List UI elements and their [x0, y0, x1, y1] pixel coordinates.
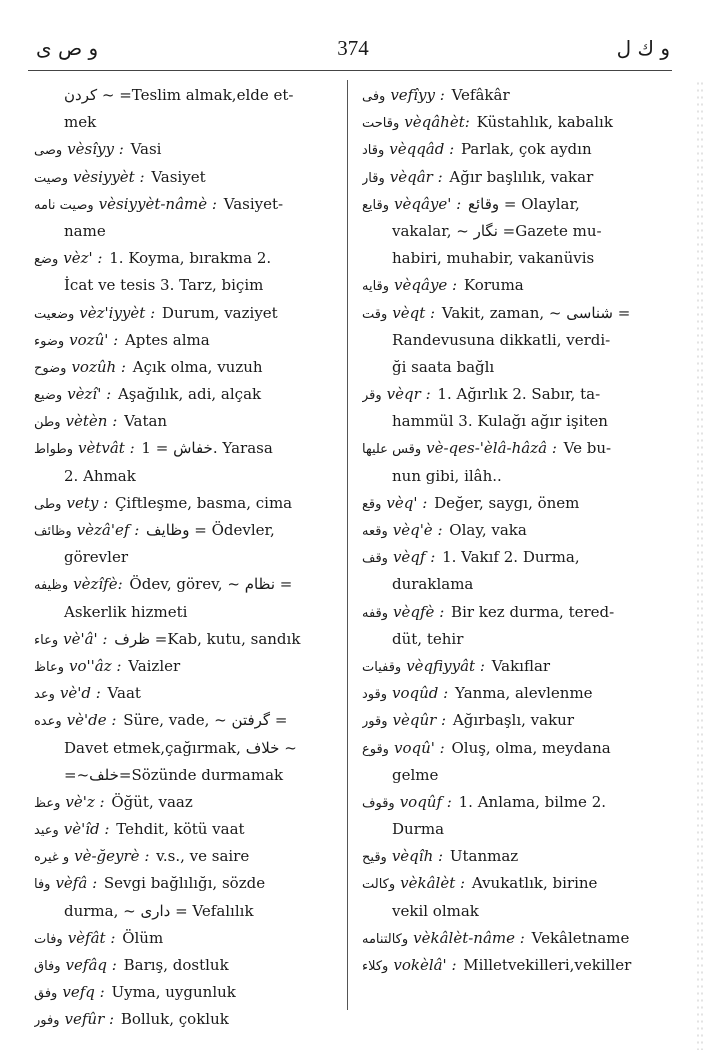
arabic-headword: وظيفه: [34, 578, 69, 594]
dictionary-entry: [34, 327, 341, 354]
arabic-headword: وعاء: [34, 632, 59, 648]
arabic-headword: وقور: [362, 714, 388, 730]
dictionary-entry: [34, 408, 341, 435]
dictionary-entry: [362, 82, 669, 109]
dictionary-entry: [34, 164, 341, 191]
definition-continuation: hammül 3. Kulağı ağır işiten: [392, 412, 608, 431]
definition: Barış, dostluk: [123, 956, 229, 974]
definition-continuation: ği saata bağlı: [392, 357, 495, 376]
dictionary-entry: [362, 517, 669, 544]
arabic-headword: وعده: [34, 714, 62, 730]
definition: v.s., ve saire: [156, 847, 250, 866]
transliteration: vèqt :: [392, 303, 436, 322]
transliteration: vèqâr :: [389, 167, 443, 186]
dictionary-entry: [34, 979, 341, 1006]
definition: ظرف =Kab, kutu, sandık: [114, 629, 301, 648]
transliteration: vèz'iyyèt :: [79, 303, 156, 322]
definition: Parlak, çok aydın: [460, 140, 592, 159]
definition: خفاش = 1. Yarasa: [141, 439, 273, 458]
arabic-headword: وقفه: [362, 605, 389, 621]
transliteration: vèkâlèt-nâme :: [413, 928, 525, 947]
definition: Ödev, görev, ~ نظام =: [129, 575, 293, 594]
left-column: [34, 82, 341, 1034]
arabic-headword: وعد: [34, 687, 55, 703]
transliteration: vokèlâ' :: [393, 956, 457, 974]
transliteration: vèqâye :: [394, 276, 458, 295]
definition: Milletvekilleri,vekiller: [463, 956, 632, 974]
definition: Tehdit, kötü vaat: [116, 820, 245, 839]
arabic-headword: وطن: [34, 415, 61, 431]
transliteration: vè'z :: [65, 792, 105, 811]
transliteration: vefq :: [62, 983, 105, 1002]
definition: Süre, vade, ~ گرفتن =: [123, 711, 288, 730]
dictionary-entry: [34, 816, 341, 843]
arabic-headword: وقوف: [362, 795, 395, 811]
dictionary-entry: [362, 680, 669, 707]
arabic-headword: وفى: [362, 89, 386, 104]
dictionary-entry: [362, 599, 669, 626]
definition: Değer, saygı, önem: [434, 493, 580, 512]
transliteration: vèqâhèt:: [404, 113, 470, 132]
dictionary-entry: [362, 735, 669, 762]
arabic-headword: وقوع: [362, 741, 389, 757]
arabic-headword: وضعيت: [34, 306, 75, 322]
arabic-headword: وعيد: [34, 823, 59, 839]
arabic-headword: وقت: [362, 306, 388, 322]
dictionary-entry: [34, 517, 341, 544]
right-column: [362, 82, 669, 979]
dictionary-entry: [362, 136, 669, 163]
transliteration: vèzî' :: [67, 385, 112, 404]
header-rule: [28, 70, 672, 71]
transliteration: voqûd :: [392, 684, 449, 703]
definition: Vaizler: [128, 656, 181, 675]
arabic-headword: وفات: [34, 931, 63, 947]
arabic-headword: وطواط: [34, 442, 73, 458]
arabic-headword: وكلاء: [362, 959, 389, 974]
dictionary-entry: [34, 490, 341, 517]
definition: Vasiyet-: [223, 194, 284, 213]
transliteration: vèkâlèt :: [400, 874, 466, 893]
dictionary-entry: [34, 571, 341, 598]
arabic-headword: وقاد: [362, 143, 385, 159]
definition: وظايف = Ödevler,: [146, 521, 275, 539]
arabic-headword: وظائف: [34, 524, 72, 539]
transliteration: vèqf :: [392, 548, 436, 567]
dictionary-entry: [34, 626, 341, 653]
transliteration: vèqr :: [386, 385, 431, 404]
dictionary-entry: [362, 272, 669, 299]
transliteration: vè-qes-'èlâ-hâzâ :: [426, 439, 557, 458]
arabic-headword: وضيع: [34, 388, 63, 404]
arabic-headword: وكالتنامه: [362, 931, 409, 947]
arabic-headword: وضوح: [34, 360, 67, 376]
definition: 1. Vakıf 2. Durma,: [442, 548, 580, 567]
definition: 1. Anlama, bilme 2.: [458, 792, 607, 811]
transliteration: vè'd :: [59, 684, 101, 703]
definition: Ve bu-: [563, 439, 612, 458]
transliteration: vozûh :: [71, 357, 126, 376]
transliteration: vè'îd :: [63, 820, 110, 839]
column-divider: [347, 80, 348, 1010]
definition: Aptes alma: [124, 330, 210, 349]
dictionary-entry: [34, 870, 341, 897]
definition-continuation: duraklama: [392, 575, 474, 594]
arabic-headword: وقود: [362, 687, 387, 703]
arabic-headword: وقايه: [362, 279, 390, 295]
definition-continuation: gelme: [392, 765, 439, 784]
definition-continuation: İcat ve tesis 3. Tarz, biçim: [64, 276, 264, 295]
arabic-headword: وطى: [34, 496, 62, 512]
definition: Utanmaz: [449, 847, 519, 866]
page-number: 374: [337, 36, 369, 60]
definition: Ağır başlılık, vakar: [449, 167, 594, 186]
definition-continuation: vekil olmak: [392, 901, 479, 920]
dictionary-entry: [362, 164, 669, 191]
transliteration: vefâq :: [65, 956, 117, 974]
definition: Uyma, uygunluk: [111, 983, 236, 1002]
definition: Avukatlık, birine: [471, 874, 598, 893]
definition-continuation: Durma: [392, 820, 445, 839]
definition-continuation: Davet etmek,çağırmak, خلاف ~: [64, 738, 297, 757]
definition: Açık olma, vuzuh: [132, 357, 263, 376]
dictionary-entry: [362, 707, 669, 734]
transliteration: vèqqâd :: [389, 140, 455, 159]
definition: Yanma, alevlenme: [454, 684, 593, 703]
transliteration: vètvât :: [77, 439, 135, 458]
transliteration: vefûr :: [64, 1010, 115, 1029]
arabic-headword: وصيت نامه: [34, 197, 94, 213]
arabic-headword: وفور: [34, 1013, 60, 1029]
arabic-headword: وقايع: [362, 197, 389, 213]
dictionary-entry: [34, 435, 341, 462]
transliteration: voqûf :: [399, 792, 452, 811]
definition: Vatan: [124, 412, 168, 431]
transliteration: vèqûr :: [392, 711, 447, 730]
definition: Küstahlık, kabalık: [476, 113, 613, 132]
header-right-letters: و ك ل: [616, 36, 670, 60]
transliteration: vèqâye' :: [394, 194, 462, 213]
dictionary-entry: [362, 435, 669, 462]
arabic-headword: وقر: [362, 388, 382, 404]
transliteration: vety :: [66, 493, 109, 512]
definition: Vaat: [107, 684, 141, 703]
transliteration: vèqfiyyât :: [406, 656, 485, 675]
dictionary-entry: [34, 1006, 341, 1033]
dictionary-entry: [362, 490, 669, 517]
dictionary-entry: [362, 109, 669, 136]
dictionary-entry: [362, 952, 669, 979]
dictionary-entry: [34, 136, 341, 163]
definition-continuation: düt, tehir: [392, 629, 464, 648]
definition: Sevgi bağlılığı, sözde: [103, 874, 266, 893]
definition-continuation: name: [64, 221, 106, 240]
definition: Vekâletname: [531, 928, 630, 947]
dictionary-entry: [34, 245, 341, 272]
transliteration: vo''âz :: [69, 656, 122, 675]
transliteration: vè'â' :: [63, 629, 108, 648]
transliteration: vèzîfè:: [73, 575, 123, 594]
dictionary-entry: [362, 381, 669, 408]
arabic-headword: وقع: [362, 496, 382, 512]
arabic-headword: وعظ: [34, 795, 61, 811]
arabic-headword: وفا: [34, 877, 51, 893]
definition: Vakit, zaman, ~ شناسى =: [441, 303, 631, 322]
arabic-headword: وضوء: [34, 333, 65, 349]
definition: Öğüt, vaaz: [111, 792, 193, 811]
arabic-headword: وفاق: [34, 959, 61, 974]
dictionary-entry: [34, 952, 341, 979]
arabic-headword: وقفيات: [362, 659, 402, 675]
definition: وقائع = Olaylar,: [467, 194, 580, 213]
transliteration: vèsiyyèt-nâmè :: [98, 194, 217, 213]
dictionary-entry: [34, 789, 341, 816]
dictionary-entry: [362, 843, 669, 870]
definition-continuation: mek: [64, 113, 97, 132]
header-left-letters: و ص ی: [36, 36, 99, 60]
dictionary-entry: [34, 381, 341, 408]
transliteration: voqû' :: [393, 738, 445, 757]
transliteration: vè'de :: [66, 711, 117, 730]
definition: Oluş, olma, meydana: [451, 738, 611, 757]
definition: Koruma: [463, 276, 524, 295]
dictionary-entry: [34, 300, 341, 327]
arabic-headword: وقعه: [362, 524, 388, 539]
definition: 1. Koyma, bırakma 2.: [109, 249, 272, 268]
definition-continuation: Askerlik hizmeti: [64, 602, 188, 621]
dictionary-entry: [362, 544, 669, 571]
transliteration: vèq' :: [386, 493, 428, 512]
definition-continuation: durma, ~ دارى = Vefalılık: [64, 901, 254, 920]
definition-continuation: habiri, muhabir, vakanüvis: [392, 249, 595, 268]
arabic-headword: وصيت: [34, 170, 69, 186]
dictionary-entry: [362, 653, 669, 680]
arabic-headword: وقار: [362, 170, 385, 186]
transliteration: vozû' :: [69, 330, 119, 349]
dictionary-entry: [362, 300, 669, 327]
arabic-headword: وفق: [34, 986, 58, 1002]
dictionary-entry: [362, 870, 669, 897]
transliteration: vèz' :: [63, 249, 103, 268]
definition: Bir kez durma, tered-: [451, 602, 615, 621]
arabic-headword: وقس عليها: [362, 442, 422, 458]
arabic-headword: وصى: [34, 143, 63, 159]
arabic-headword: وقف: [362, 551, 388, 567]
definition: Ölüm: [122, 928, 164, 947]
dictionary-entry: [34, 354, 341, 381]
arabic-headword: وقاحت: [362, 116, 400, 132]
definition-continuation: Randevusuna dikkatli, verdi-: [392, 330, 611, 349]
definition-continuation: görevler: [64, 548, 128, 567]
definition: Vasi: [130, 140, 162, 159]
definition-continuation: nun gibi, ilâh..: [392, 466, 502, 485]
dictionary-entry: [34, 653, 341, 680]
transliteration: vèq'è :: [392, 521, 443, 539]
definition: Çiftleşme, basma, cima: [114, 493, 293, 512]
page-edge-speckle: [696, 80, 704, 1050]
definition-continuation: =~خلف=Sözünde durmamak: [64, 765, 284, 784]
definition-continuation: كردن ~ =Teslim almak,elde et-: [64, 86, 294, 104]
arabic-headword: وضع: [34, 252, 59, 268]
definition: Durum, vaziyet: [161, 303, 278, 322]
transliteration: vètèn :: [65, 412, 118, 431]
dictionary-entry: [34, 680, 341, 707]
dictionary-entry: [34, 191, 341, 218]
arabic-headword: و غيره: [34, 850, 70, 866]
definition: Olay, vaka: [449, 521, 527, 539]
definition: Aşağılık, adi, alçak: [117, 385, 262, 404]
arabic-headword: وكالت: [362, 877, 396, 893]
transliteration: vefîyy :: [390, 86, 445, 104]
definition: Ağırbaşlı, vakur: [452, 711, 575, 730]
dictionary-entry: [34, 843, 341, 870]
dictionary-entry: [34, 707, 341, 734]
dictionary-entry: [362, 191, 669, 218]
dictionary-entry: [362, 789, 669, 816]
transliteration: vèsîyy :: [67, 140, 124, 159]
transliteration: vèsiyyèt :: [73, 167, 145, 186]
definition: Bolluk, çokluk: [120, 1010, 229, 1029]
transliteration: vè-ğeyrè :: [74, 847, 150, 866]
arabic-headword: وقيح: [362, 850, 387, 866]
definition: Vakıflar: [491, 656, 551, 675]
dictionary-entry: [362, 925, 669, 952]
transliteration: vèfât :: [67, 928, 116, 947]
definition-continuation: 2. Ahmak: [64, 466, 136, 485]
definition: 1. Ağırlık 2. Sabır, ta-: [437, 385, 601, 404]
arabic-headword: وعاظ: [34, 659, 65, 675]
dictionary-entry: [34, 925, 341, 952]
transliteration: vèqîh :: [391, 847, 444, 866]
definition-continuation: vakalar, ~ نگار =Gazete mu-: [392, 221, 602, 240]
transliteration: vèzâ'ef :: [76, 521, 140, 539]
definition: Vefâkâr: [451, 86, 510, 104]
transliteration: vèfâ :: [55, 874, 98, 893]
definition: Vasiyet: [151, 167, 206, 186]
transliteration: vèqfè :: [393, 602, 445, 621]
